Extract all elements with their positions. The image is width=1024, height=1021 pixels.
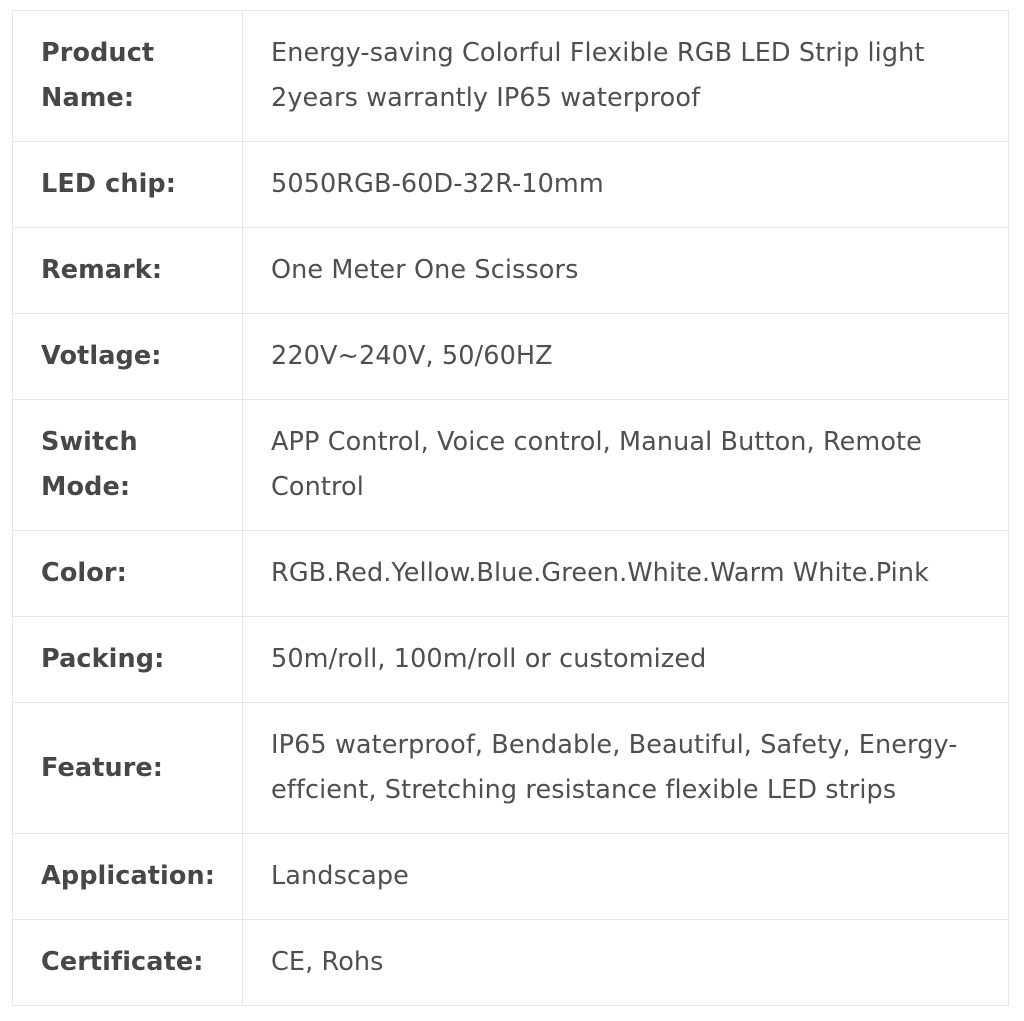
spec-label: Feature:	[13, 703, 243, 834]
spec-label: Packing:	[13, 617, 243, 703]
spec-row-led-chip	[13, 142, 1009, 228]
spec-value: Landscape	[243, 834, 1009, 920]
spec-row-remark	[13, 228, 1009, 314]
spec-value: IP65 waterproof, Bendable, Beautiful, Safety, Energy-effcient, Stretching resistance flexible LED strips	[243, 703, 1009, 834]
spec-value: 5050RGB-60D-32R-10mm	[243, 142, 1009, 228]
product-spec-table	[12, 10, 1009, 1006]
spec-row-feature	[13, 703, 1009, 834]
spec-row-color	[13, 531, 1009, 617]
spec-value: Energy-saving Colorful Flexible RGB LED Strip light 2years warrantly IP65 waterproof	[243, 11, 1009, 142]
spec-value: CE, Rohs	[243, 920, 1009, 1006]
spec-label: Remark:	[13, 228, 243, 314]
spec-row-voltage	[13, 314, 1009, 400]
spec-value: RGB.Red.Yellow.Blue.Green.White.Warm White.Pink	[243, 531, 1009, 617]
spec-row-application	[13, 834, 1009, 920]
spec-row-certificate	[13, 920, 1009, 1006]
spec-value: 220V~240V, 50/60HZ	[243, 314, 1009, 400]
spec-label: Certificate:	[13, 920, 243, 1006]
spec-row-switch-mode	[13, 400, 1009, 531]
spec-row-packing	[13, 617, 1009, 703]
spec-value: 50m/roll, 100m/roll or customized	[243, 617, 1009, 703]
spec-label: LED chip:	[13, 142, 243, 228]
spec-label: Votlage:	[13, 314, 243, 400]
spec-label: Application:	[13, 834, 243, 920]
spec-label: Product Name:	[13, 11, 243, 142]
spec-value: One Meter One Scissors	[243, 228, 1009, 314]
spec-label: Switch Mode:	[13, 400, 243, 531]
spec-value: APP Control, Voice control, Manual Button, Remote Control	[243, 400, 1009, 531]
spec-label: Color:	[13, 531, 243, 617]
spec-row-product-name	[13, 11, 1009, 142]
